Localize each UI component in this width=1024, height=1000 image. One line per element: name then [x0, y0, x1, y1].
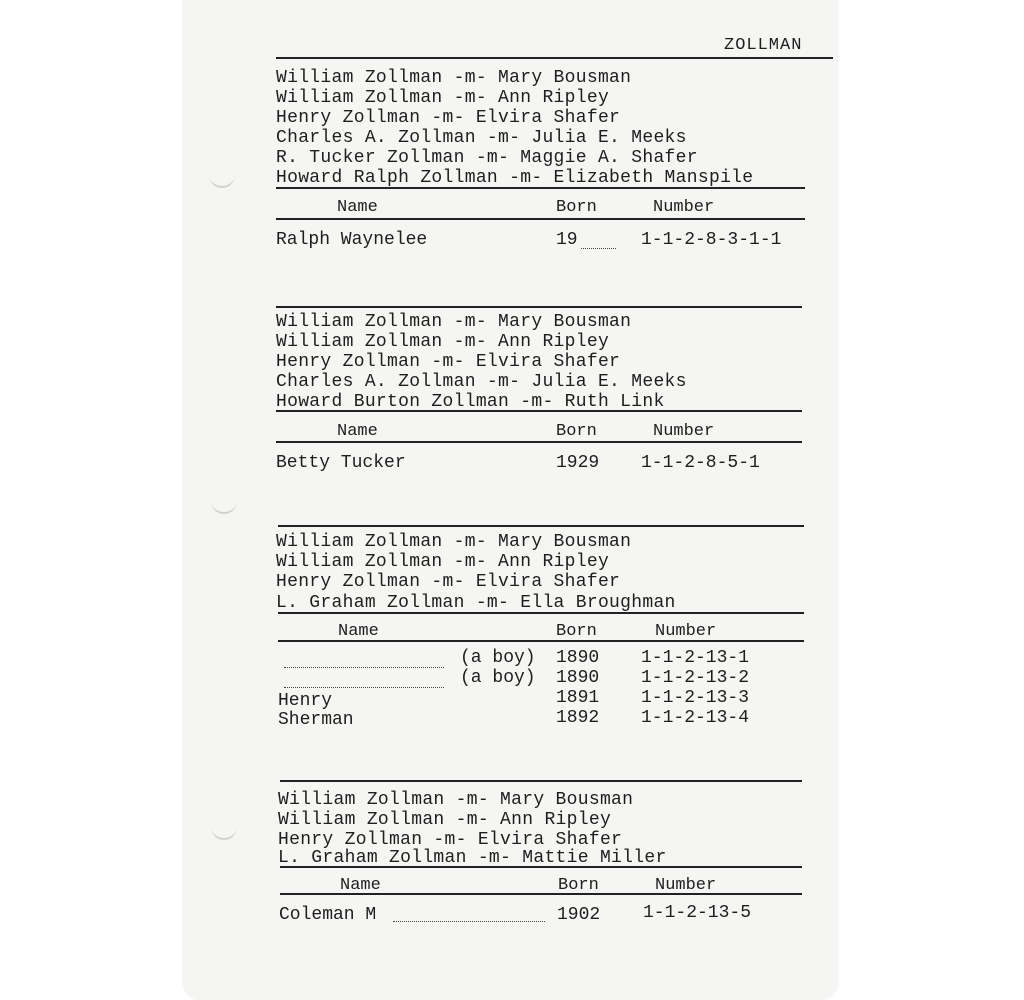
lineage-line: Henry Zollman -m- Elvira Shafer — [276, 352, 621, 372]
section-rule — [280, 866, 802, 868]
top-rule — [276, 57, 833, 59]
lineage-line: William Zollman -m- Mary Bousman — [276, 312, 632, 332]
lineage-line: William Zollman -m- Mary Bousman — [276, 532, 632, 552]
header-rule — [278, 640, 804, 642]
column-header-number: Number — [653, 422, 715, 441]
blank-line — [284, 687, 444, 688]
column-header-name: Name — [340, 876, 381, 895]
blank-line — [284, 667, 444, 668]
section-rule — [276, 410, 802, 412]
column-header-name: Name — [337, 198, 378, 217]
lineage-line: Charles A. Zollman -m- Julia E. Meeks — [276, 372, 687, 392]
header-rule — [276, 218, 805, 220]
lineage-line: William Zollman -m- Ann Ripley — [278, 810, 612, 830]
column-header-number: Number — [655, 622, 717, 641]
lineage-line: Henry Zollman -m- Elvira Shafer — [276, 572, 621, 592]
lineage-line: Henry Zollman -m- Elvira Shafer — [276, 108, 621, 128]
child-born: 1890 — [556, 648, 600, 668]
child-note: (a boy) — [460, 668, 536, 688]
child-number: 1-1-2-13-4 — [641, 708, 750, 728]
header-rule — [280, 893, 802, 895]
lineage-line: William Zollman -m- Ann Ripley — [276, 332, 610, 352]
section-rule — [280, 780, 802, 782]
child-number: 1-1-2-8-5-1 — [641, 453, 760, 473]
child-name: Coleman M — [279, 905, 377, 925]
child-born: 1892 — [556, 708, 600, 728]
column-header-born: Born — [558, 876, 599, 895]
lineage-line: William Zollman -m- Mary Bousman — [276, 68, 632, 88]
lineage-line: Howard Burton Zollman -m- Ruth Link — [276, 392, 665, 412]
child-number: 1-1-2-13-5 — [643, 903, 752, 923]
child-name: Ralph Waynelee — [276, 230, 428, 250]
lineage-line: William Zollman -m- Ann Ripley — [276, 552, 610, 572]
child-number: 1-1-2-13-1 — [641, 648, 750, 668]
child-born: 19 — [556, 230, 578, 250]
column-header-number: Number — [655, 876, 717, 895]
column-header-born: Born — [556, 422, 597, 441]
section-rule — [276, 306, 802, 308]
blank-line — [581, 248, 616, 249]
child-born: 1902 — [557, 905, 601, 925]
section-rule — [276, 187, 805, 189]
section-rule — [278, 525, 804, 527]
lineage-line: L. Graham Zollman -m- Mattie Miller — [278, 848, 667, 868]
child-name: Betty Tucker — [276, 453, 406, 473]
section-rule — [278, 612, 804, 614]
child-note: (a boy) — [460, 648, 536, 668]
child-name: Sherman — [278, 710, 354, 730]
column-header-born: Born — [556, 622, 597, 641]
blank-line — [393, 921, 545, 922]
child-number: 1-1-2-13-2 — [641, 668, 750, 688]
surname-heading: ZOLLMAN — [724, 36, 803, 55]
column-header-born: Born — [556, 198, 597, 217]
lineage-line: William Zollman -m- Mary Bousman — [278, 790, 634, 810]
child-number: 1-1-2-8-3-1-1 — [641, 230, 782, 250]
column-header-number: Number — [653, 198, 715, 217]
lineage-line: L. Graham Zollman -m- Ella Broughman — [276, 593, 676, 613]
header-rule — [276, 441, 802, 443]
child-born: 1891 — [556, 688, 600, 708]
lineage-line: R. Tucker Zollman -m- Maggie A. Shafer — [276, 148, 698, 168]
column-header-name: Name — [337, 422, 378, 441]
child-number: 1-1-2-13-3 — [641, 688, 750, 708]
lineage-line: Howard Ralph Zollman -m- Elizabeth Manspile — [276, 168, 754, 188]
child-name: Henry — [278, 691, 333, 711]
child-born: 1890 — [556, 668, 600, 688]
child-born: 1929 — [556, 453, 600, 473]
column-header-name: Name — [338, 622, 379, 641]
lineage-line: William Zollman -m- Ann Ripley — [276, 88, 610, 108]
lineage-line: Charles A. Zollman -m- Julia E. Meeks — [276, 128, 687, 148]
lineage-line: Henry Zollman -m- Elvira Shafer — [278, 830, 623, 850]
